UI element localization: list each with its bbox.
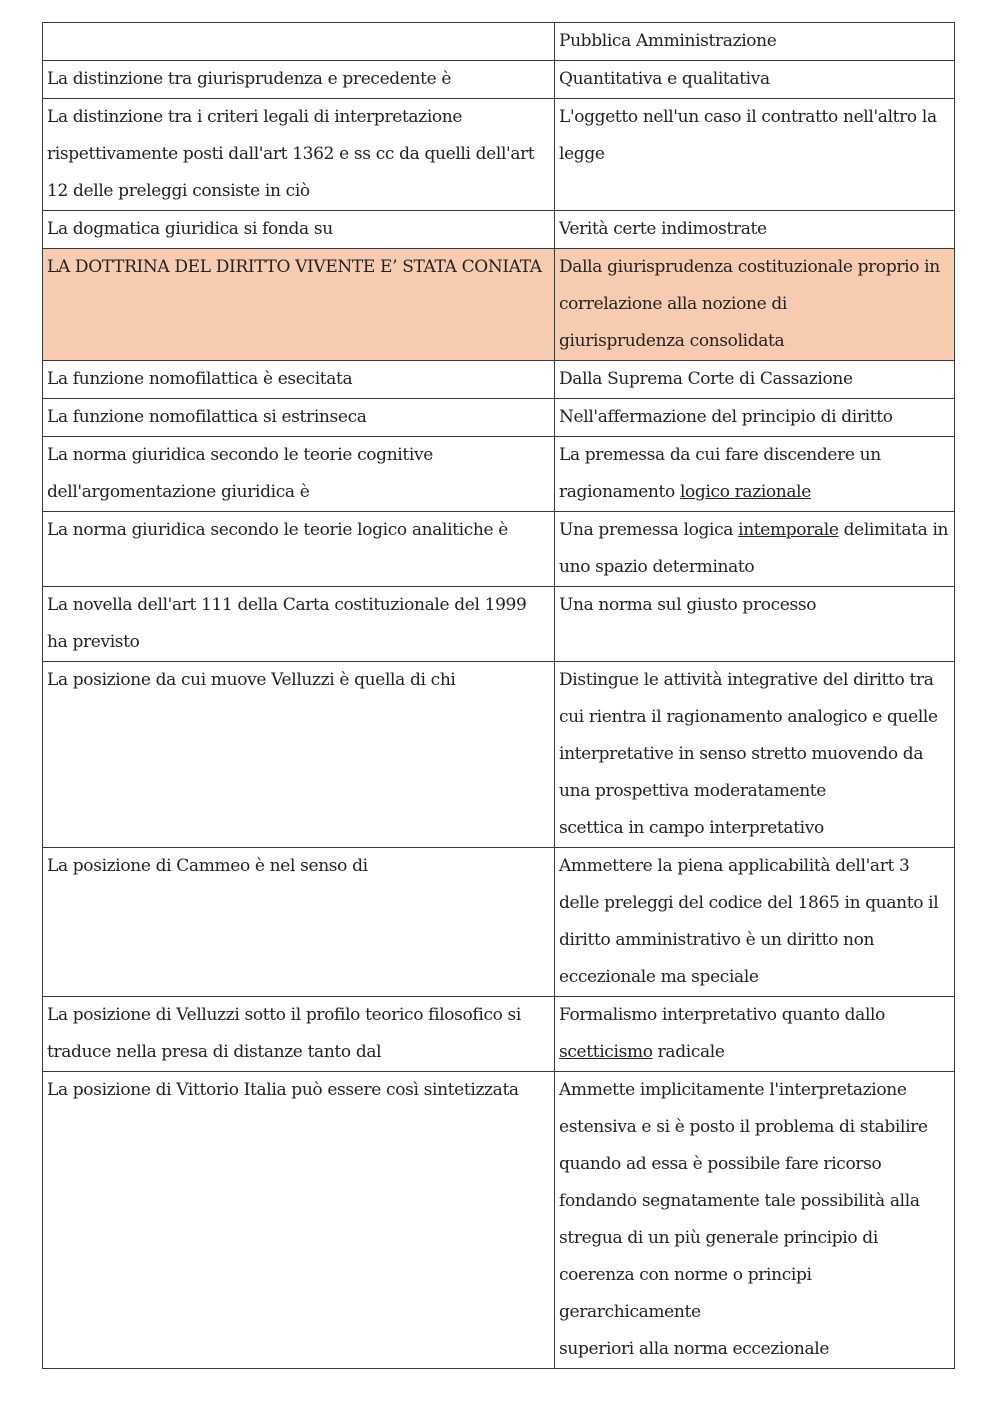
question-cell: La distinzione tra i criteri legali di interpretazione rispettivamente posti dall'art 1362 e ss cc da quelli dell'art 12 delle preleggi consiste in ciò xyxy=(43,99,555,211)
question-cell: La distinzione tra giurisprudenza e precedente è xyxy=(43,61,555,99)
answer-text: Pubblica Amministrazione xyxy=(559,31,777,51)
table-row xyxy=(43,211,955,249)
answer-text: superiori alla norma eccezionale xyxy=(559,1339,830,1359)
qa-table xyxy=(42,22,955,1369)
table-row xyxy=(43,587,955,662)
question-cell: La funzione nomofilattica si estrinseca xyxy=(43,399,555,437)
answer-cell xyxy=(555,399,955,437)
answer-text: Nell'affermazione del principio di diritto xyxy=(559,407,893,427)
answer-cell xyxy=(555,99,955,211)
question-cell: La posizione da cui muove Velluzzi è quella di chi xyxy=(43,662,555,848)
underlined-text: intemporale xyxy=(738,520,839,540)
answer-text: Formalismo interpretativo quanto dallo xyxy=(559,1005,886,1025)
table-row xyxy=(43,61,955,99)
answer-text: Una norma sul giusto processo xyxy=(559,595,817,615)
answer-text: giurisprudenza consolidata xyxy=(559,331,785,351)
question-cell: La funzione nomofilattica è esecitata xyxy=(43,361,555,399)
underlined-text: scetticismo xyxy=(559,1042,653,1062)
answer-cell xyxy=(555,211,955,249)
answer-text: Verità certe indimostrate xyxy=(559,219,767,239)
table-row xyxy=(43,662,955,848)
question-cell: LA DOTTRINA DEL DIRITTO VIVENTE E’ STATA CONIATA xyxy=(43,249,555,361)
answer-text: L'oggetto nell'un caso il contratto nell'altro la legge xyxy=(559,107,937,164)
answer-cell xyxy=(555,61,955,99)
table-row xyxy=(43,437,955,512)
answer-cell xyxy=(555,587,955,662)
answer-cell xyxy=(555,249,955,361)
table-row xyxy=(43,23,955,61)
table-row xyxy=(43,399,955,437)
answer-text: delimitata in uno spazio determinato xyxy=(559,520,949,577)
answer-cell xyxy=(555,848,955,997)
answer-cell xyxy=(555,437,955,512)
answer-cell xyxy=(555,23,955,61)
question-cell: La novella dell'art 111 della Carta costituzionale del 1999 ha previsto xyxy=(43,587,555,662)
table-row xyxy=(43,512,955,587)
table-row xyxy=(43,99,955,211)
table-row xyxy=(43,361,955,399)
question-cell: La posizione di Velluzzi sotto il profilo teorico filosofico si traduce nella presa di distanze tanto dal xyxy=(43,997,555,1072)
question-cell xyxy=(43,23,555,61)
answer-text: Ammette implicitamente l'interpretazione estensiva e si è posto il problema di stabilire quando ad essa è possibile fare ricorso fondando segnatamente tale possibilità alla stregua di un più generale principio di coerenza con norme o principi gerarchicamente xyxy=(559,1080,928,1322)
question-cell: La norma giuridica secondo le teorie cognitive dell'argomentazione giuridica è xyxy=(43,437,555,512)
answer-text: Dalla giurisprudenza costituzionale proprio in correlazione alla nozione di xyxy=(559,257,940,314)
answer-text: Una premessa logica xyxy=(559,520,739,540)
table-row xyxy=(43,997,955,1072)
answer-text: Quantitativa e qualitativa xyxy=(559,69,770,89)
answer-text: Distingue le attività integrative del diritto tra cui rientra il ragionamento analogico e quelle interpretative in senso stretto muovendo da una prospettiva moderatamente xyxy=(559,670,938,801)
question-cell: La posizione di Cammeo è nel senso di xyxy=(43,848,555,997)
answer-text: diritto amministrativo è un diritto non eccezionale ma speciale xyxy=(559,930,875,987)
answer-cell xyxy=(555,662,955,848)
answer-cell xyxy=(555,997,955,1072)
answer-text: La premessa da cui fare discendere un ragionamento xyxy=(559,445,881,502)
highlighted-table-row xyxy=(43,249,955,361)
answer-cell xyxy=(555,1072,955,1369)
answer-text: Dalla Suprema Corte di Cassazione xyxy=(559,369,853,389)
table-row xyxy=(43,848,955,997)
answer-cell xyxy=(555,512,955,587)
answer-cell xyxy=(555,361,955,399)
question-cell: La posizione di Vittorio Italia può essere così sintetizzata xyxy=(43,1072,555,1369)
answer-text: radicale xyxy=(652,1042,725,1062)
question-cell: La norma giuridica secondo le teorie logico analitiche è xyxy=(43,512,555,587)
answer-text: scettica in campo interpretativo xyxy=(559,818,824,838)
underlined-text: logico razionale xyxy=(679,482,811,502)
answer-text: Ammettere la piena applicabilità dell'art 3 delle preleggi del codice del 1865 in quanto il xyxy=(559,856,939,913)
table-row xyxy=(43,1072,955,1369)
question-cell: La dogmatica giuridica si fonda su xyxy=(43,211,555,249)
